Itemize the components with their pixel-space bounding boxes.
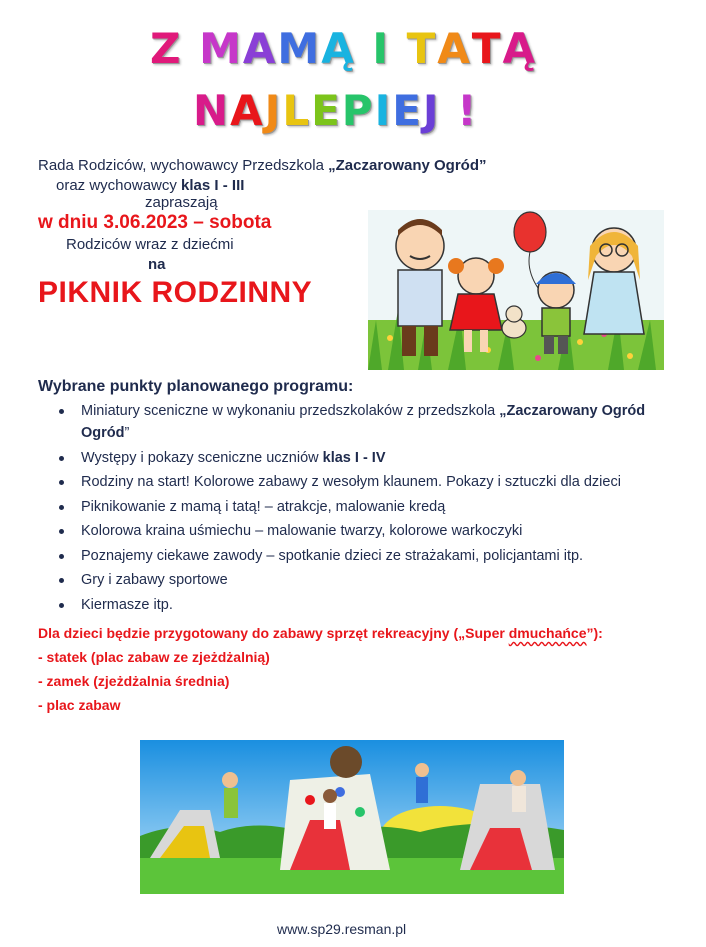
bouncy-castle-photo xyxy=(140,740,564,894)
title-letter: A xyxy=(242,24,278,73)
equipment-item-castle: - zamek (zjeżdżalnia średnia) xyxy=(38,673,230,689)
title-letter: A xyxy=(437,24,472,73)
list-item: Kiermasze itp. xyxy=(55,594,655,616)
intro-line-2: oraz wychowawcy klas I - III xyxy=(56,177,245,194)
title-letter xyxy=(390,24,407,73)
title-letter: E xyxy=(392,86,423,135)
title-letter: J xyxy=(264,86,283,135)
list-item: Piknikowanie z mamą i tatą! – atrakcje, malowanie kredą xyxy=(55,496,655,518)
list-item: Poznajemy ciekawe zawody – spotkanie dzieci ze strażakami, policjantami itp. xyxy=(55,545,655,567)
list-item: Gry i zabawy sportowe xyxy=(55,569,655,591)
title-letter: N xyxy=(193,86,231,135)
event-date: w dniu 3.06.2023 – sobota xyxy=(38,212,272,233)
intro-line-6: na xyxy=(148,256,166,273)
program-list xyxy=(55,400,655,618)
title-letter: ! xyxy=(457,86,479,135)
title-letter: I xyxy=(372,24,390,73)
title-letter: J xyxy=(422,86,441,135)
title-letter: M xyxy=(277,24,322,73)
intro-line-3: zapraszają xyxy=(145,194,218,211)
intro-line-5: Rodziców wraz z dziećmi xyxy=(66,236,234,253)
list-item: Kolorowa kraina uśmiechu – malowanie twarzy, kolorowe warkoczyki xyxy=(55,520,655,542)
program-heading: Wybrane punkty planowanego programu: xyxy=(38,378,354,395)
title-letter: Z xyxy=(150,24,183,73)
poster-title-line1 xyxy=(150,24,537,73)
title-letter: Ą xyxy=(502,24,537,73)
title-letter: L xyxy=(282,86,312,135)
title-letter xyxy=(356,24,373,73)
family-illustration xyxy=(368,210,664,370)
equipment-item-ship: - statek (plac zabaw ze zjeżdżalnią) xyxy=(38,649,270,665)
title-letter: I xyxy=(374,86,393,135)
intro-line-1: Rada Rodziców, wychowawcy Przedszkola „Zaczarowany Ogród” xyxy=(38,157,487,174)
list-item: Miniatury sceniczne w wykonaniu przedszkolaków z przedszkola „Zaczarowany Ogród Ogród” xyxy=(55,400,655,444)
title-letter xyxy=(182,24,199,73)
event-name: PIKNIK RODZINNY xyxy=(38,276,313,309)
title-letter: T xyxy=(406,24,438,73)
list-item: Rodziny na start! Kolorowe zabawy z wesołym klaunem. Pokazy i sztuczki dla dzieci xyxy=(55,471,655,493)
list-item: Występy i pokazy sceniczne uczniów klas I - IV xyxy=(55,447,655,469)
title-letter: T xyxy=(471,24,503,73)
title-letter: E xyxy=(311,86,342,135)
equipment-item-playground: - plac zabaw xyxy=(38,697,121,713)
equipment-intro: Dla dzieci będzie przygotowany do zabawy sprzęt rekreacyjny („Super dmuchańce”): xyxy=(38,625,603,641)
poster-title-line2 xyxy=(193,86,478,135)
title-letter: Ą xyxy=(321,24,356,73)
title-letter: A xyxy=(230,86,265,135)
title-letter: P xyxy=(341,86,375,135)
title-letter: M xyxy=(199,24,243,73)
footer-url[interactable]: www.sp29.resman.pl xyxy=(277,921,407,937)
title-letter xyxy=(441,86,458,135)
